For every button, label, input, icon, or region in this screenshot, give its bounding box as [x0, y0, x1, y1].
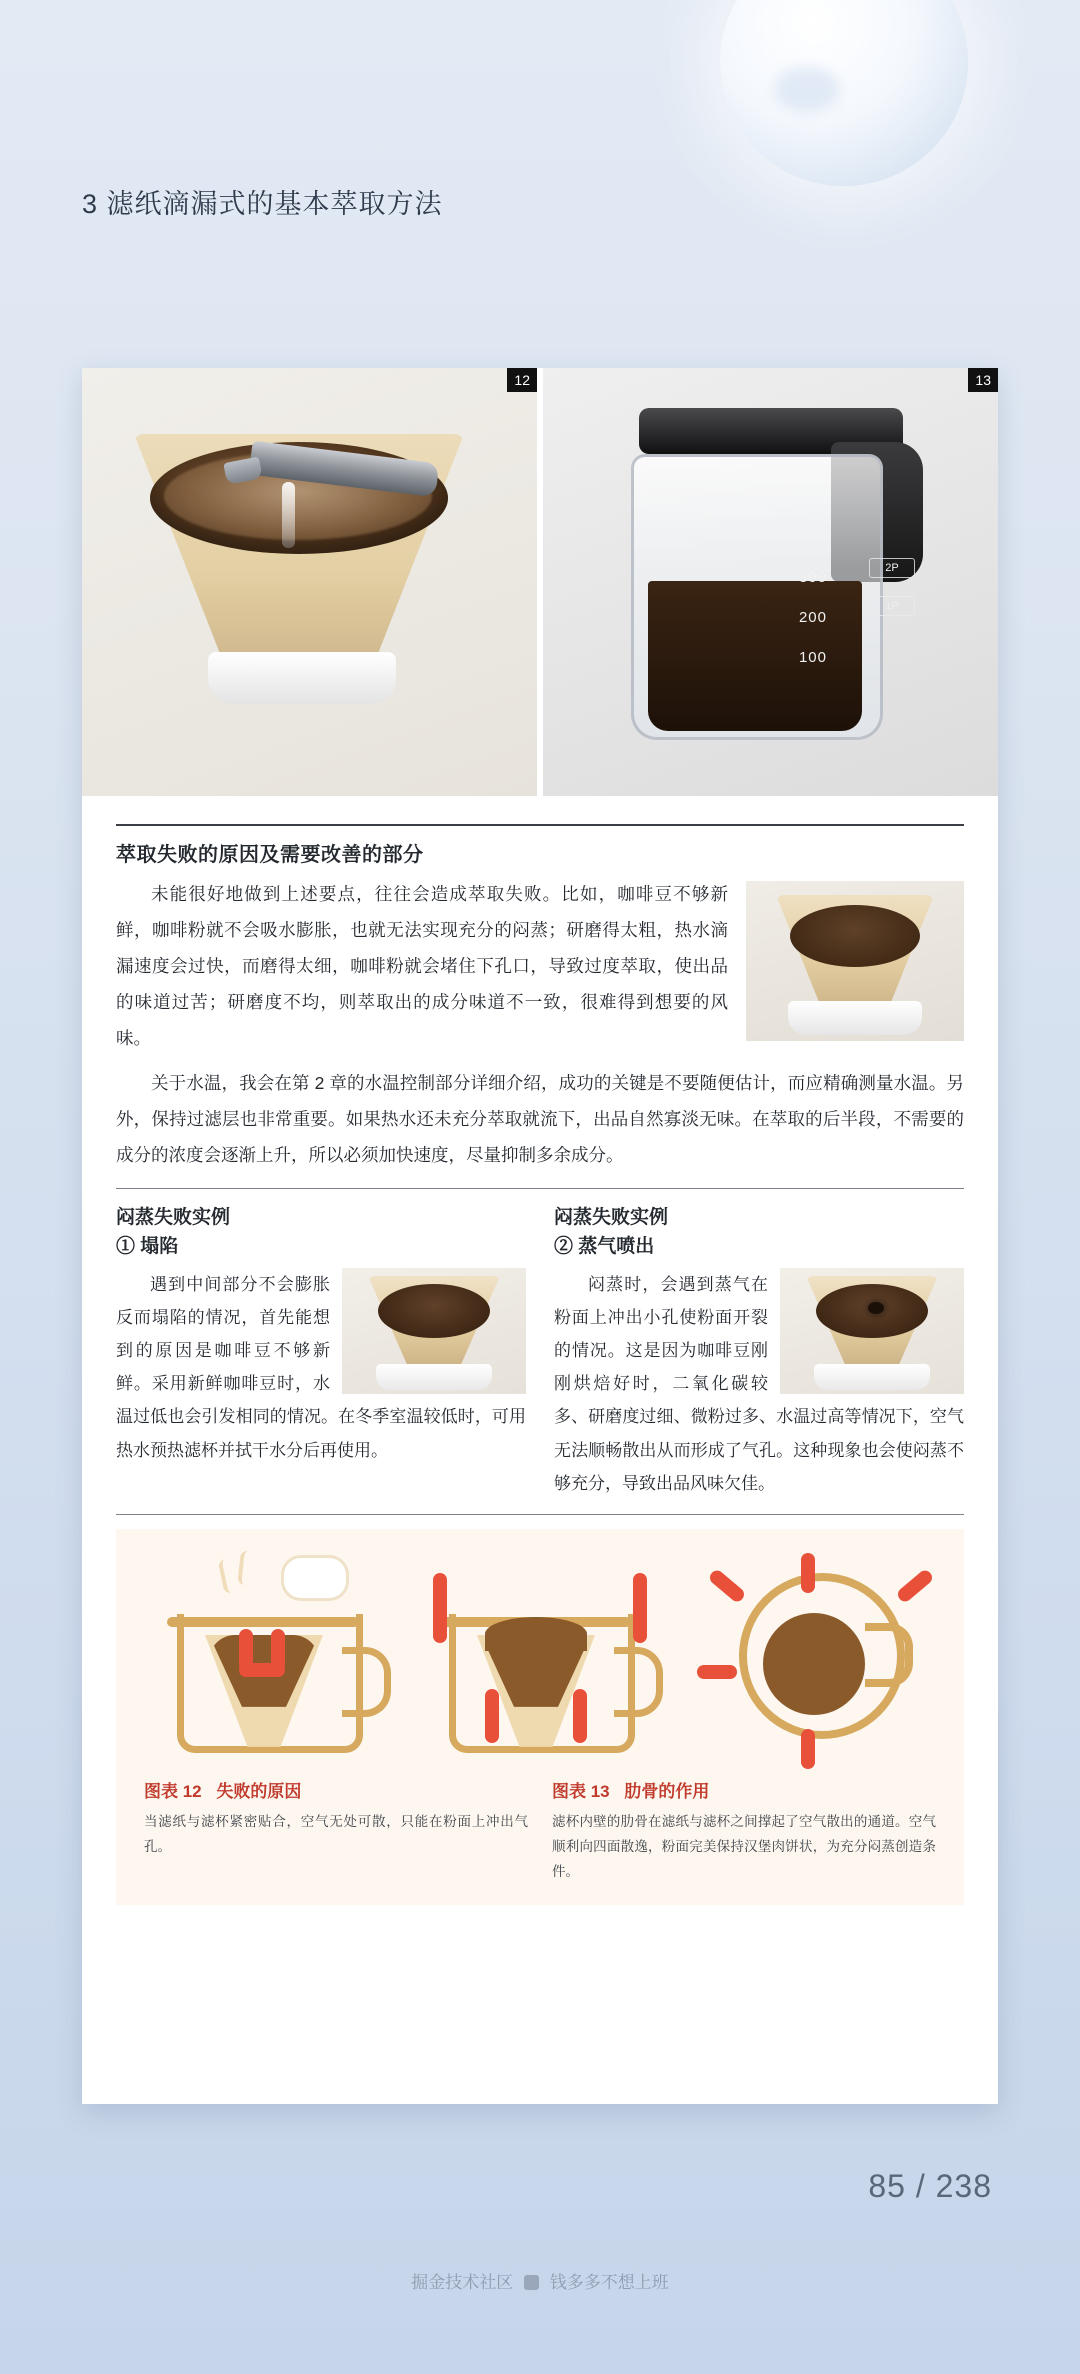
figure-13-label: 肋骨的作用 [624, 1781, 710, 1801]
figure-13 [540, 1777, 948, 1885]
red-arrow-c-upleft [707, 1568, 747, 1604]
example-2 [554, 1203, 964, 1500]
example-1-body: 遇到中间部分不会膨胀反而塌陷的情况，首先能想到的原因是咖啡豆不够新鲜。采用新鲜咖啡豆时，水温过低也会引发相同的情况。在冬季室温较低时，可用热水预热滤杯并拭干水分后再使用。 [116, 1274, 526, 1460]
photo-number-13: 13 [968, 368, 998, 392]
example-2-cup [814, 1364, 930, 1390]
diagram-ribs-top [687, 1553, 937, 1763]
red-arrow-b-in-right [573, 1689, 587, 1743]
figure-12-caption: 当滤纸与滤杯紧密贴合，空气无处可散，只能在粉面上冲出气孔。 [144, 1813, 528, 1854]
divider-middle [116, 1188, 964, 1189]
photo-coffee-server [543, 368, 998, 796]
coffee-bed-top [763, 1613, 865, 1715]
red-arrow-a3 [239, 1663, 285, 1677]
watermark-right-text: 钱多多不想上班 [549, 2273, 669, 2292]
example-1-title [116, 1203, 526, 1262]
figure-12-title [144, 1777, 528, 1802]
example-1-photo [342, 1268, 526, 1394]
watermark-left-text: 掘金技术社区 [411, 2273, 514, 2292]
moon-decoration [720, 0, 968, 186]
red-arrow-c-up [801, 1553, 815, 1593]
carafe-illustration [621, 408, 921, 756]
cup-handle-b [614, 1647, 663, 1717]
example-1-cup [376, 1364, 492, 1390]
watermark-logo-icon [524, 2275, 539, 2290]
dripper-illustration [134, 416, 464, 716]
mini-coffee-bed [790, 905, 920, 967]
example-1-bed [378, 1284, 490, 1338]
photo-number-12: 12 [507, 368, 537, 392]
red-arrow-c-upright [895, 1568, 935, 1604]
paragraph-2: 关于水温，我会在第 2 章的水温控制部分详细介绍，成功的关键是不要随便估计，而应精确测量水温。另外，保持过滤层也非常重要。如果热水还未充分萃取就流下，出品自然寡淡无味。在萃取的后半段，不需要的成分的浓度会逐渐上升，所以必须加快速度，尽量抑制多余成分。 [116, 1073, 964, 1166]
badge-1p: 1P [869, 596, 915, 616]
carafe-cup-badges [869, 558, 915, 634]
photo-collapsed-bed [746, 881, 964, 1041]
cup-handle-a [342, 1647, 391, 1717]
example-2-photo [780, 1268, 964, 1394]
red-arrow-b-left [433, 1573, 447, 1643]
diagram-ribs-side [415, 1553, 665, 1763]
figure-12-number: 图表 12 [144, 1781, 202, 1801]
watermark [0, 2268, 1080, 2293]
page-title: 3 滤纸滴漏式的基本萃取方法 [82, 189, 443, 219]
cup-base [208, 652, 396, 704]
example-2-title-line2: ② 蒸气喷出 [554, 1236, 655, 1258]
paragraph-1: 未能很好地做到上述要点，往往会造成萃取失败。比如，咖啡豆不够新鲜，咖啡粉就不会吸水膨胀，也就无法实现充分的闷蒸；研磨得太粗，热水滴漏速度会过快，而磨得太细，咖啡粉就会堵住下孔口，导致过度萃取，使出品的味道过苦；研磨度不均，则萃取出的成分味道不一致，很难得到想要的风味。 [116, 884, 728, 1048]
top-photo-row [82, 368, 998, 796]
red-arrow-b-right [633, 1573, 647, 1643]
coffee-dome-b [485, 1617, 587, 1651]
example-1-title-line1: 闷蒸失败实例 [116, 1207, 231, 1228]
diagram-failure-cause [143, 1553, 393, 1763]
example-1-title-line2: ① 塌陷 [116, 1236, 179, 1258]
example-2-body: 闷蒸时，会遇到蒸气在粉面上冲出小孔使粉面开裂的情况。这是因为咖啡豆刚刚烘焙好时，二氧化碳较多、研磨度过细、微粉过多、水温过高等情况下，空气无法顺畅散出从而形成了气孔。这种现象也会使闷蒸不够充分，导致出品风味欠佳。 [554, 1274, 964, 1493]
photo-pouring-water [82, 368, 537, 796]
example-2-title-line1: 闷蒸失败实例 [554, 1207, 669, 1228]
figure-13-title [552, 1777, 936, 1802]
red-arrow-c-down [801, 1729, 815, 1769]
divider-top [116, 824, 964, 826]
red-arrow-b-in-left [485, 1689, 499, 1743]
figure-12-label: 失败的原因 [216, 1781, 302, 1801]
diagram-row [132, 1547, 948, 1763]
failure-examples [116, 1203, 964, 1500]
mini-cup-base [788, 1001, 922, 1035]
figure-12 [132, 1777, 540, 1885]
diagram-panel [116, 1529, 964, 1905]
figure-captions [132, 1777, 948, 1885]
section-title: 萃取失败的原因及需要改善的部分 [116, 844, 424, 866]
article-content [82, 796, 998, 1515]
carafe-scale-marks [741, 558, 827, 678]
example-1 [116, 1203, 526, 1500]
cup-handle-c [865, 1623, 913, 1687]
steam-hole [868, 1302, 884, 1314]
water-stream [282, 482, 295, 548]
steam-line-2 [237, 1550, 254, 1585]
badge-2p: 2P [869, 558, 915, 578]
steam-line-1 [218, 1558, 239, 1594]
figure-13-number: 图表 13 [552, 1781, 610, 1801]
divider-bottom [116, 1514, 964, 1515]
red-arrow-c-left [697, 1665, 737, 1679]
scale-300: 300 [798, 569, 827, 586]
speech-bubble [281, 1555, 349, 1601]
page-sheet [82, 368, 998, 2104]
scale-200: 200 [798, 609, 827, 626]
scale-100: 100 [798, 649, 827, 666]
figure-13-caption: 滤杯内壁的肋骨在滤纸与滤杯之间撑起了空气散出的通道。空气顺利向四面散逸，粉面完美保持汉堡肉饼状，为充分闷蒸创造条件。 [552, 1813, 936, 1879]
page-number: 85 / 238 [868, 2168, 992, 2204]
example-2-title [554, 1203, 964, 1262]
